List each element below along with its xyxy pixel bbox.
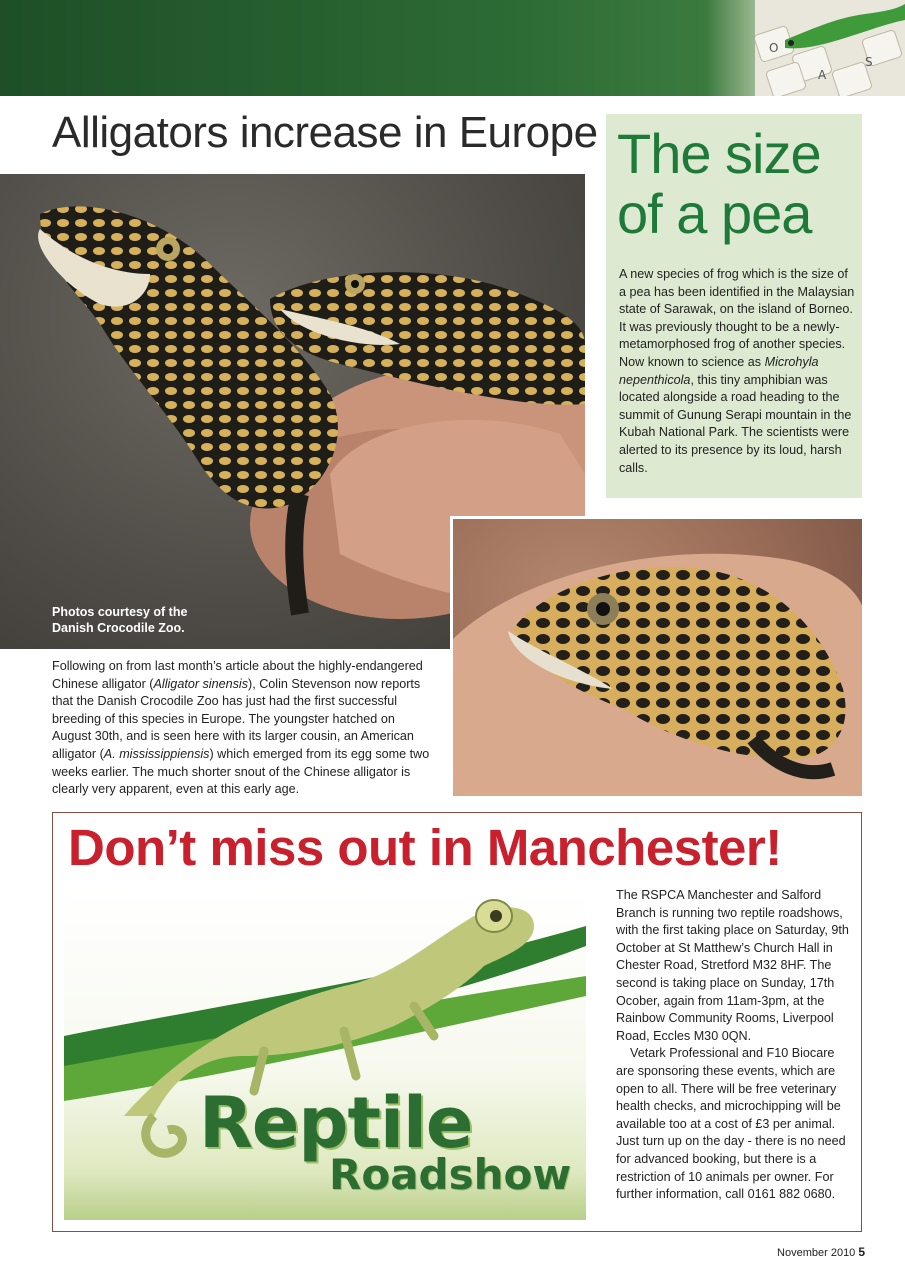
species-name: Microhyla nepenthicola: [619, 354, 819, 387]
pea-frog-title-line: The size: [617, 122, 821, 185]
issue-date: November 2010: [777, 1247, 856, 1259]
alligator-article-body: [52, 658, 432, 799]
manchester-article-body: [616, 887, 850, 1204]
manchester-headline: Don’t miss out in Manchester!: [68, 819, 782, 876]
article-paragraph: Vetark Professional and F10 Biocare are sponsoring these events, which are open to all. There will be free veterinary health checks, and microchipping will be available too at a cost of £3 per animal. Just turn up on the day - there is no need for advanced booking, but there is a restriction of 10 animals per owner. For further information, call 0161 882 0680.: [616, 1046, 846, 1202]
photo-credit: [52, 604, 232, 636]
article-text: ), Colin Stevenson now reports that the Danish Crocodile Zoo has just had the first successful breeding of this species in Europe. The youngster hatched on August 30th, and is seen here with its larger cousin, an American alligator (: [52, 676, 421, 761]
chinese-alligator-hand-photo: [450, 516, 862, 796]
article-text: ) which emerged from its egg some two weeks earlier. The much shorter snout of the Chinese alligator is clearly very apparent, even at this early age.: [52, 746, 430, 797]
lizard-keyboard-illustration: [755, 0, 905, 96]
reptile-roadshow-logo: [64, 886, 586, 1220]
article-text: A new species of frog which is the size of a pea has been identified in the Malaysian state of Sarawak, on the island of Borneo. It was previously thought to be a newly-metamorphosed frog of another species. Now known to science as: [619, 267, 855, 369]
article-text: , this tiny amphibian was located alongside a road heading to the summit of Gunung Serapi mountain in the Kubah National Park. The scientists were alerted to its presence by its loud, harsh calls.: [619, 372, 852, 475]
pea-frog-title: [617, 124, 857, 244]
page-number: 5: [858, 1245, 865, 1259]
lizard-keyboard-photo: [755, 0, 905, 96]
pea-frog-body: [619, 266, 855, 477]
article-text: Following on from last month’s article about the highly-endangered Chinese alligator (: [52, 659, 423, 691]
species-name: Alligator sinensis: [153, 676, 249, 691]
page-headline: Alligators increase in Europe: [52, 108, 598, 157]
key-letter: O: [769, 41, 779, 55]
roadshow-logo-text: Reptile: [199, 1082, 473, 1164]
roadshow-logo-text: Roadshow: [329, 1150, 572, 1199]
photo-credit-line: Danish Crocodile Zoo.: [52, 621, 185, 635]
species-name: A. mississippiensis: [103, 746, 210, 761]
key-letter: S: [865, 55, 873, 69]
chinese-alligator-illustration: [453, 519, 862, 796]
key-letter: A: [818, 68, 827, 82]
pea-frog-title-line: of a pea: [617, 182, 812, 245]
photo-credit-line: Photos courtesy of the: [52, 605, 188, 619]
article-paragraph: The RSPCA Manchester and Salford Branch is running two reptile roadshows, with the first taking place on Saturday, 9th October at St Matthew’s Church Hall in Chester Road, Stretford M32 8HF. The second is taking place on Sunday, 17th Ocober, again from 11am-3pm, at the Rainbow Community Rooms, Liverpool Road, Eccles M30 0QN.: [616, 888, 849, 1043]
page-footer: [777, 1245, 865, 1259]
